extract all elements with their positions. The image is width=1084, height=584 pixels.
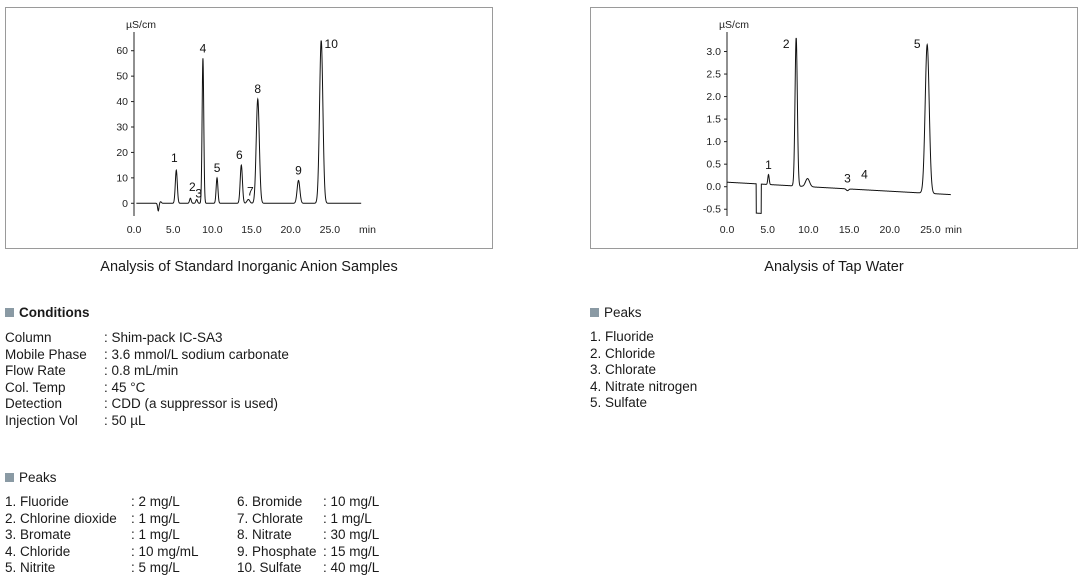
peak-conc: : 1 mg/L bbox=[131, 510, 180, 526]
peak-label: 3 bbox=[195, 186, 203, 201]
peak-label: 8 bbox=[254, 82, 262, 97]
x-tick-label: 15.0 bbox=[838, 224, 860, 236]
bullet-square-icon bbox=[5, 473, 14, 482]
condition-row bbox=[5, 330, 289, 347]
peak-label: 7 bbox=[247, 184, 254, 199]
y-tick-label: 10 bbox=[116, 172, 128, 185]
peak-label: 4 bbox=[199, 41, 207, 56]
peak-label: 2 bbox=[189, 180, 196, 195]
condition-label: Col. Temp bbox=[5, 379, 66, 395]
list-item: 1. Fluoride bbox=[590, 329, 654, 344]
peak-name: 6. Bromide bbox=[237, 494, 303, 509]
conditions-table bbox=[5, 330, 289, 430]
x-tick-label: 15.0 bbox=[241, 224, 262, 236]
condition-row bbox=[5, 363, 289, 380]
peak-label: 6 bbox=[235, 148, 243, 163]
peak-row bbox=[5, 494, 393, 511]
x-tick-label: 20.0 bbox=[879, 224, 900, 236]
y-tick-label: 1.0 bbox=[706, 136, 721, 149]
peak-name: 7. Chlorate bbox=[237, 510, 304, 526]
peak-conc: : 5 mg/L bbox=[131, 560, 180, 576]
list-item: 5. Sulfate bbox=[590, 395, 648, 411]
standard-peaks-title: Peaks bbox=[19, 470, 57, 485]
y-tick-label: 20 bbox=[116, 146, 128, 159]
condition-value: : 3.6 mmol/L sodium carbonate bbox=[104, 346, 289, 362]
condition-label: Mobile Phase bbox=[5, 346, 87, 362]
x-axis-unit-label: min bbox=[945, 224, 962, 236]
peak-row bbox=[5, 527, 393, 544]
peak-label: 1 bbox=[765, 157, 772, 172]
standard-chromatogram bbox=[6, 8, 494, 250]
peak-conc: : 2 mg/L bbox=[131, 494, 180, 509]
list-item: 3. Chlorate bbox=[590, 362, 657, 378]
y-tick-label: 3.0 bbox=[706, 46, 721, 59]
condition-label: Detection bbox=[5, 396, 63, 412]
condition-value: : 50 µL bbox=[104, 412, 146, 428]
peak-conc: : 30 mg/L bbox=[323, 527, 380, 543]
y-axis-unit-label: µS/cm bbox=[719, 19, 749, 31]
peak-label: 9 bbox=[295, 163, 302, 178]
tapwater-chart-frame bbox=[590, 7, 1078, 249]
peak-label: 1 bbox=[170, 151, 178, 166]
standard-peaks-heading bbox=[5, 470, 57, 485]
x-tick-label: 20.0 bbox=[280, 224, 301, 236]
x-tick-label: 0.0 bbox=[719, 224, 735, 236]
condition-row bbox=[5, 396, 289, 413]
x-tick-label: 10.0 bbox=[202, 224, 223, 236]
peak-label: 2 bbox=[782, 37, 790, 51]
y-tick-label: 1.5 bbox=[706, 113, 721, 126]
condition-value: : 45 °C bbox=[104, 379, 146, 395]
condition-label: Injection Vol bbox=[5, 412, 78, 428]
peak-label: 5 bbox=[913, 37, 921, 51]
peak-conc: : 1 mg/L bbox=[323, 510, 372, 526]
peak-conc: : 40 mg/L bbox=[323, 560, 380, 576]
x-tick-label: 0.0 bbox=[126, 224, 142, 236]
peak-name: 5. Nitrite bbox=[5, 560, 56, 576]
x-tick-label: 25.0 bbox=[920, 224, 941, 236]
peak-conc: : 15 mg/L bbox=[323, 543, 380, 559]
peak-row bbox=[5, 511, 393, 528]
y-tick-label: 30 bbox=[116, 121, 128, 134]
peak-conc: : 10 mg/mL bbox=[131, 543, 199, 559]
peak-name: 10. Sulfate bbox=[237, 560, 302, 576]
y-tick-label: -0.5 bbox=[702, 203, 721, 216]
bullet-square-icon bbox=[5, 308, 14, 317]
peak-conc: : 10 mg/L bbox=[323, 494, 380, 509]
y-tick-label: 0 bbox=[122, 197, 128, 210]
standard-chart-frame bbox=[5, 7, 493, 249]
x-tick-label: 5.0 bbox=[760, 224, 775, 236]
peak-row bbox=[5, 544, 393, 561]
peak-conc: : 1 mg/L bbox=[131, 527, 180, 543]
tapwater-chart-caption: Analysis of Tap Water bbox=[764, 259, 904, 275]
y-tick-label: 0.5 bbox=[706, 158, 721, 171]
condition-value: : 0.8 mL/min bbox=[104, 363, 179, 379]
y-tick-label: 2.5 bbox=[706, 68, 721, 81]
list-item: 4. Nitrate nitrogen bbox=[590, 378, 698, 394]
x-tick-label: 25.0 bbox=[319, 224, 341, 236]
list-item: 2. Chloride bbox=[590, 345, 656, 361]
condition-row bbox=[5, 380, 289, 397]
y-tick-label: 50 bbox=[116, 70, 128, 83]
tapwater-peaks-title: Peaks bbox=[604, 305, 642, 320]
bullet-square-icon bbox=[590, 308, 599, 317]
condition-label: Flow Rate bbox=[5, 363, 66, 379]
tapwater-peaks-heading bbox=[590, 305, 642, 320]
standard-chart-caption: Analysis of Standard Inorganic Anion Samples bbox=[100, 259, 398, 275]
condition-value: : Shim-pack IC-SA3 bbox=[104, 330, 223, 345]
peak-row bbox=[5, 560, 393, 577]
standard-peaks-table bbox=[5, 494, 393, 577]
x-tick-label: 5.0 bbox=[165, 224, 181, 236]
peak-name: 3. Bromate bbox=[5, 527, 72, 543]
condition-value: : CDD (a suppressor is used) bbox=[104, 396, 279, 412]
chromatogram-trace bbox=[727, 38, 951, 213]
conditions-heading bbox=[5, 305, 90, 320]
condition-row bbox=[5, 347, 289, 364]
y-tick-label: 40 bbox=[116, 96, 128, 109]
condition-row bbox=[5, 413, 289, 430]
peak-label: 3 bbox=[844, 171, 851, 186]
x-axis-unit-label: min bbox=[359, 224, 376, 236]
y-axis-unit-label: µS/cm bbox=[126, 19, 156, 31]
condition-label: Column bbox=[5, 330, 52, 345]
conditions-title: Conditions bbox=[19, 305, 90, 320]
y-tick-label: 60 bbox=[116, 45, 128, 58]
y-tick-label: 0.0 bbox=[706, 181, 721, 194]
tapwater-peaks-list bbox=[590, 329, 697, 412]
y-tick-label: 2.0 bbox=[706, 91, 721, 104]
peak-name: 9. Phosphate bbox=[237, 543, 317, 559]
peak-label: 10 bbox=[324, 37, 338, 51]
x-tick-label: 10.0 bbox=[798, 224, 819, 236]
peak-label: 4 bbox=[861, 167, 868, 182]
tapwater-chromatogram bbox=[591, 8, 1079, 250]
peak-name: 4. Chloride bbox=[5, 543, 71, 559]
peak-name: 2. Chlorine dioxide bbox=[5, 510, 117, 526]
peak-name: 8. Nitrate bbox=[237, 527, 292, 543]
peak-label: 5 bbox=[213, 160, 221, 175]
peak-name: 1. Fluoride bbox=[5, 494, 69, 509]
